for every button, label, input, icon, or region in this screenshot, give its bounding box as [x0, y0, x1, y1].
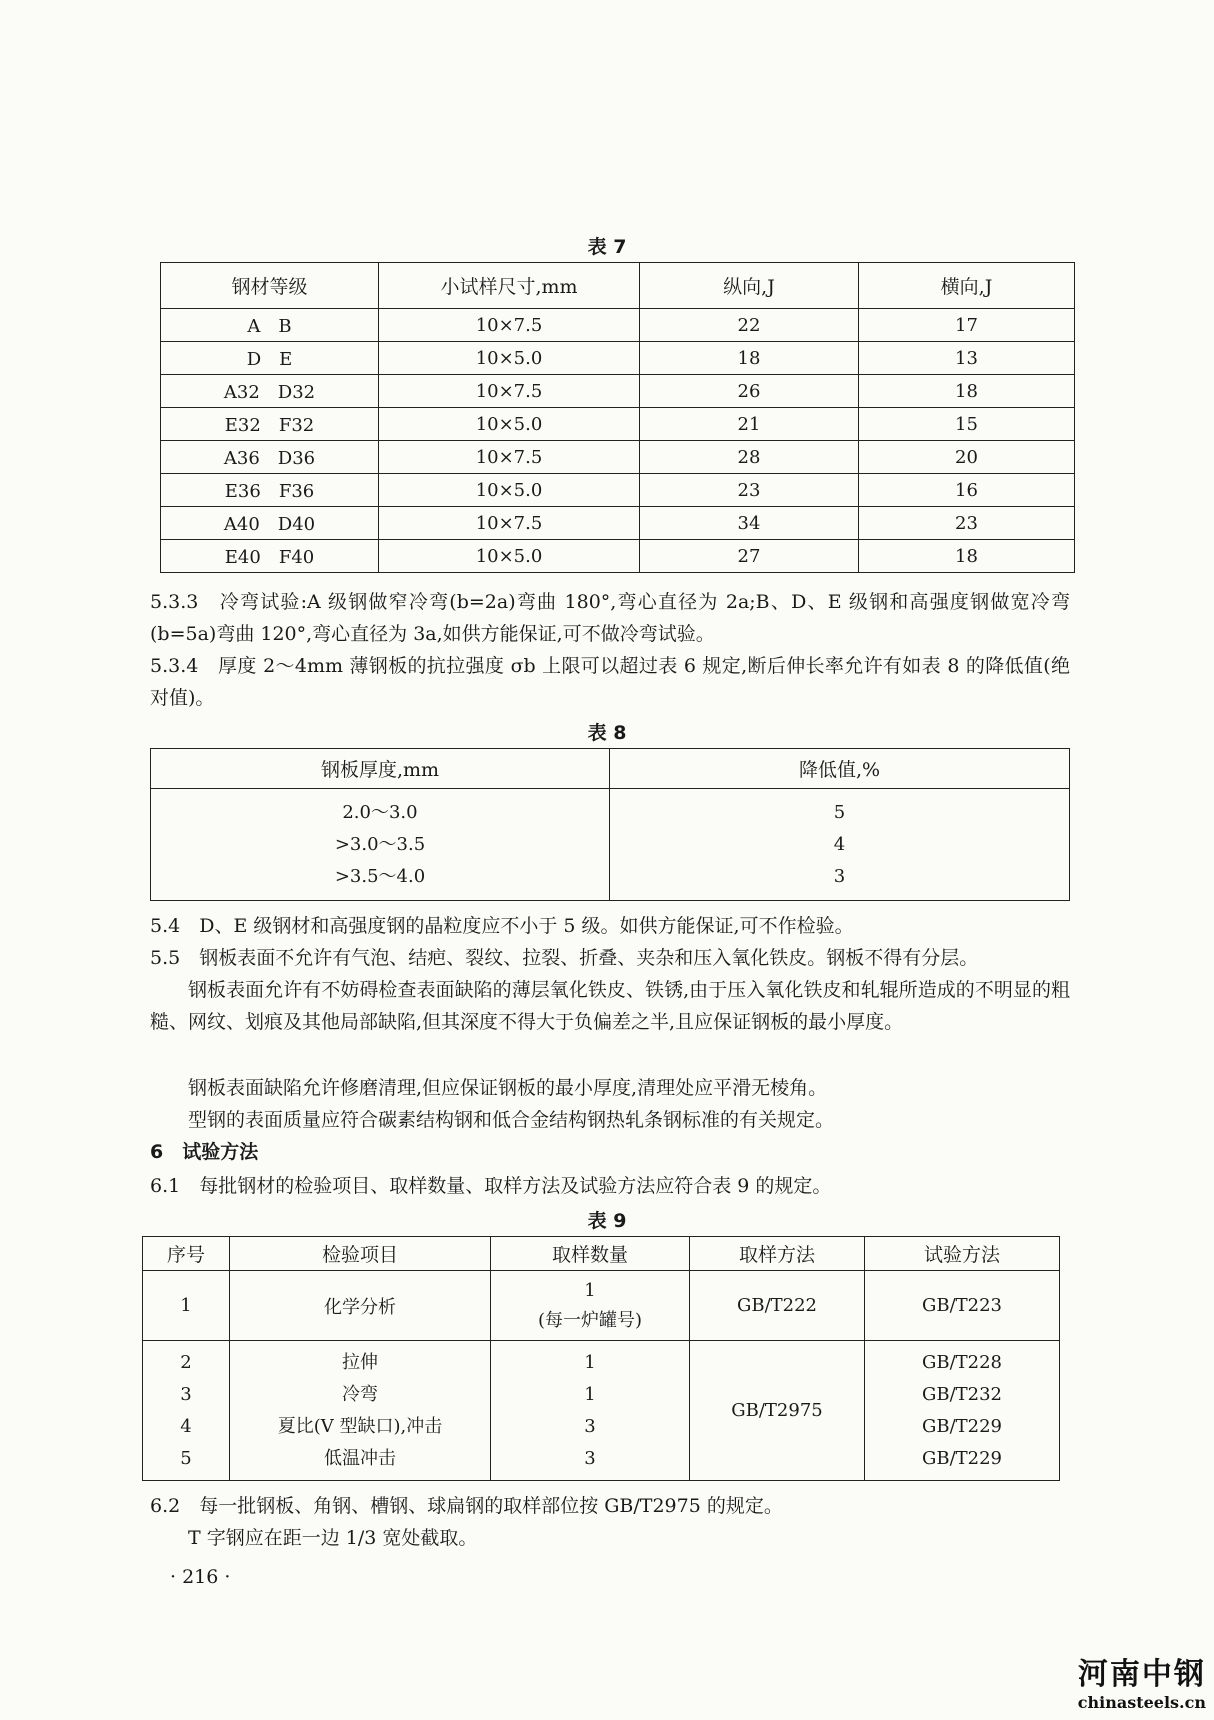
no-value: 5 — [180, 1447, 192, 1469]
table7-header-trans: 横向,J — [859, 263, 1075, 309]
long-cell: 26 — [640, 375, 859, 408]
qty-value: 3 — [584, 1415, 596, 1437]
item-cell — [230, 1341, 491, 1481]
table-row — [143, 1341, 1060, 1481]
watermark-en: chinasteels.cn — [1077, 1693, 1206, 1712]
no-value: 2 — [180, 1351, 192, 1373]
watermark-cn: 河南中钢 — [1077, 1657, 1206, 1692]
size-cell: 10×5.0 — [379, 474, 640, 507]
test-value: GB/T228 — [921, 1351, 1003, 1373]
paragraph-5-3-4: 5.3.4 厚度 2～4mm 薄钢板的抗拉强度 σb 上限可以超过表 6 规定,断后伸长率允许有如表 8 的降低值(绝对值)。 — [150, 655, 1070, 709]
long-cell: 23 — [640, 474, 859, 507]
trans-cell: 15 — [859, 408, 1075, 441]
trans-cell: 18 — [859, 540, 1075, 573]
trans-cell: 23 — [859, 507, 1075, 540]
size-cell: 10×7.5 — [379, 309, 640, 342]
table9-header-test: 试验方法 — [865, 1237, 1060, 1271]
long-cell: 22 — [640, 309, 859, 342]
thickness-cell — [151, 789, 610, 901]
paragraph-5-5-surface: 钢板表面允许有不妨碍检查表面缺陷的薄层氧化铁皮、铁锈,由于压入氧化铁皮和轧辊所造成的不明显的粗糙、网纹、划痕及其他局部缺陷,但其深度不得大于负偏差之半,且应保证钢板的最小厚度。 — [150, 979, 1070, 1033]
table8-header-reduction: 降低值,% — [610, 749, 1070, 789]
table-row — [161, 441, 1075, 474]
reduction-cell — [610, 789, 1070, 901]
table7-header-size: 小试样尺寸,mm — [379, 263, 640, 309]
watermark — [1078, 1649, 1206, 1712]
trans-cell: 16 — [859, 474, 1075, 507]
paragraph-6-2-tee: T 字钢应在距一边 1/3 宽处截取。 — [188, 1527, 478, 1549]
table7-header-grade: 钢材等级 — [161, 263, 379, 309]
table-row — [151, 789, 1070, 901]
sampling-cell: GB/T2975 — [690, 1341, 865, 1481]
table9-caption: 表 9 — [587, 1210, 627, 1232]
reduction-value: 5 — [833, 801, 846, 823]
item-value: 拉伸 — [342, 1351, 378, 1373]
grade-cell: A B — [161, 309, 379, 342]
table8-caption: 表 8 — [587, 722, 627, 744]
size-cell: 10×7.5 — [379, 507, 640, 540]
table9-header-no: 序号 — [143, 1237, 230, 1271]
trans-cell: 13 — [859, 342, 1075, 375]
long-cell: 21 — [640, 408, 859, 441]
test-cell: GB/T223 — [865, 1271, 1060, 1341]
long-cell: 34 — [640, 507, 859, 540]
size-cell: 10×7.5 — [379, 441, 640, 474]
section-6-heading: 6 试验方法 — [150, 1141, 259, 1163]
no-value: 4 — [180, 1415, 192, 1437]
item-value: 低温冲击 — [324, 1447, 396, 1469]
grade-cell: A40 D40 — [161, 507, 379, 540]
thickness-value: >3.5～4.0 — [334, 865, 426, 887]
grade-cell: D E — [161, 342, 379, 375]
page-number: · 216 · — [170, 1566, 231, 1588]
long-cell: 27 — [640, 540, 859, 573]
table-row — [161, 474, 1075, 507]
no-value: 3 — [180, 1383, 192, 1405]
qty-value: 1 — [584, 1383, 596, 1405]
item-cell: 化学分析 — [230, 1271, 491, 1341]
table9-header-sampling: 取样方法 — [690, 1237, 865, 1271]
grade-cell: E40 F40 — [161, 540, 379, 573]
grade-cell: E36 F36 — [161, 474, 379, 507]
table9-header-qty: 取样数量 — [491, 1237, 690, 1271]
table-row — [161, 342, 1075, 375]
size-cell: 10×5.0 — [379, 342, 640, 375]
table-row — [161, 408, 1075, 441]
qty-value: 1 — [584, 1279, 596, 1301]
qty-value: 3 — [584, 1447, 596, 1469]
qty-cell — [491, 1271, 690, 1341]
grade-cell: A32 D32 — [161, 375, 379, 408]
test-value: GB/T229 — [921, 1415, 1003, 1437]
table7-header-long: 纵向,J — [640, 263, 859, 309]
no-cell: 1 — [143, 1271, 230, 1341]
table-row — [161, 309, 1075, 342]
paragraph-5-5-sections: 型钢的表面质量应符合碳素结构钢和低合金结构钢热轧条钢标准的有关规定。 — [188, 1109, 835, 1131]
test-value: GB/T229 — [921, 1447, 1003, 1469]
thickness-value: 2.0～3.0 — [342, 801, 418, 823]
paragraph-6-1: 6.1 每批钢材的检验项目、取样数量、取样方法及试验方法应符合表 9 的规定。 — [150, 1175, 832, 1197]
paragraph-5-3-3: 5.3.3 冷弯试验:A 级钢做窄冷弯(b=2a)弯曲 180°,弯心直径为 2a;B、D、E 级钢和高强度钢做宽冷弯(b=5a)弯曲 120°,弯心直径为 3a,如供方能保证,可不做冷弯试验。 — [150, 591, 1070, 645]
table-row — [161, 507, 1075, 540]
size-cell: 10×5.0 — [379, 408, 640, 441]
table8 — [150, 748, 1070, 901]
table7-caption: 表 7 — [587, 236, 627, 258]
table7 — [160, 262, 1075, 573]
table-row — [143, 1271, 1060, 1341]
thickness-value: >3.0～3.5 — [334, 833, 426, 855]
reduction-value: 3 — [833, 865, 846, 887]
table9 — [142, 1236, 1060, 1481]
trans-cell: 20 — [859, 441, 1075, 474]
trans-cell: 17 — [859, 309, 1075, 342]
paragraph-5-5-grinding: 钢板表面缺陷允许修磨清理,但应保证钢板的最小厚度,清理处应平滑无棱角。 — [188, 1077, 828, 1099]
item-value: 冷弯 — [342, 1383, 378, 1405]
test-cell — [865, 1341, 1060, 1481]
table9-header-item: 检验项目 — [230, 1237, 491, 1271]
no-cell — [143, 1341, 230, 1481]
trans-cell: 18 — [859, 375, 1075, 408]
qty-note: (每一炉罐号) — [537, 1309, 643, 1331]
size-cell: 10×7.5 — [379, 375, 640, 408]
table-row — [161, 540, 1075, 573]
table-row — [161, 375, 1075, 408]
grade-cell: A36 D36 — [161, 441, 379, 474]
paragraph-6-2: 6.2 每一批钢板、角钢、槽钢、球扁钢的取样部位按 GB/T2975 的规定。 — [150, 1495, 783, 1517]
sampling-cell: GB/T222 — [690, 1271, 865, 1341]
long-cell: 18 — [640, 342, 859, 375]
size-cell: 10×5.0 — [379, 540, 640, 573]
long-cell: 28 — [640, 441, 859, 474]
test-value: GB/T232 — [921, 1383, 1003, 1405]
grade-cell: E32 F32 — [161, 408, 379, 441]
paragraph-5-5: 5.5 钢板表面不允许有气泡、结疤、裂纹、拉裂、折叠、夹杂和压入氧化铁皮。钢板不得有分层。 — [150, 947, 979, 969]
qty-value: 1 — [584, 1351, 596, 1373]
qty-cell — [491, 1341, 690, 1481]
paragraph-5-4: 5.4 D、E 级钢材和高强度钢的晶粒度应不小于 5 级。如供方能保证,可不作检验。 — [150, 915, 854, 937]
table8-header-thickness: 钢板厚度,mm — [151, 749, 610, 789]
item-value: 夏比(V 型缺口),冲击 — [277, 1415, 443, 1437]
reduction-value: 4 — [833, 833, 846, 855]
